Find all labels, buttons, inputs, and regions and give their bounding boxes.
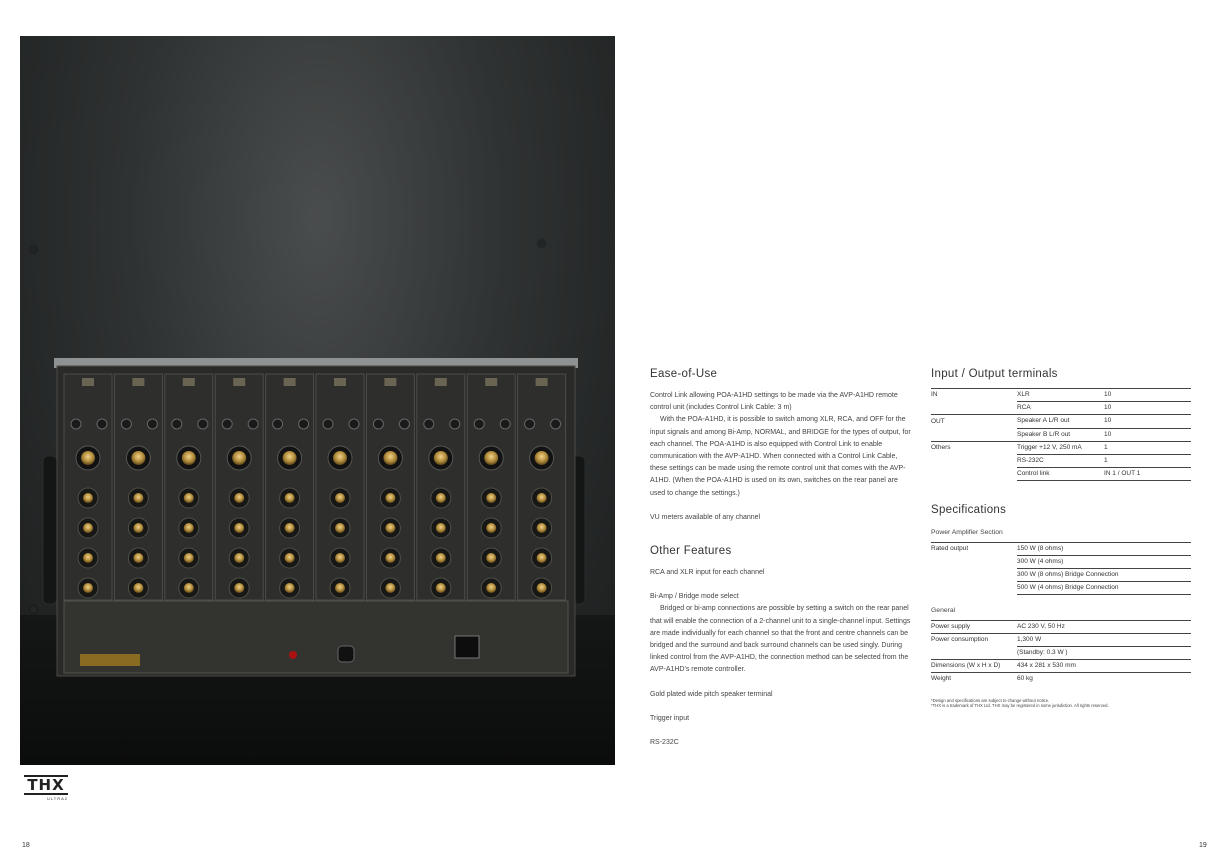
io-terminals-heading: Input / Output terminals <box>931 368 1058 380</box>
specifications-heading: Specifications <box>931 504 1007 517</box>
general-label: Dimensions (W x H x D) <box>931 660 1017 673</box>
io-group <box>931 402 1017 415</box>
general-label: Power supply <box>931 620 1017 633</box>
rated-output-value: 300 W (8 ohms) Bridge Connection <box>1017 569 1191 582</box>
specs-column <box>931 367 1193 709</box>
amp-channel-module <box>266 374 314 600</box>
amp-channel-module <box>114 374 162 600</box>
feature-speaker-terminal: Gold plated wide pitch speaker terminal <box>650 690 773 698</box>
ease-of-use-intro: Control Link allowing POA-A1HD settings to be made via the AVP-A1HD remote control unit (includes Control Link Cable: 3 m) <box>650 392 898 412</box>
feature-rs232c: RS-232C <box>650 739 679 747</box>
vu-meters-text: VU meters available of any channel <box>650 513 761 521</box>
rated-output-value: 500 W (4 ohms) Bridge Connection <box>1017 582 1191 595</box>
io-value: 10 <box>1104 402 1191 415</box>
page-number-right: 19 <box>1199 842 1207 849</box>
power-amp-section-label: Power Amplifier Section <box>931 529 1003 537</box>
page-number-left: 18 <box>22 842 30 849</box>
product-photo <box>20 36 615 765</box>
general-value: 434 x 281 x 530 mm <box>1017 660 1191 673</box>
table-row <box>931 455 1191 468</box>
thx-ultra2-logo <box>24 775 68 801</box>
general-specs-table <box>931 620 1191 686</box>
general-value: 1,300 W <box>1017 633 1191 646</box>
io-value: 10 <box>1104 428 1191 441</box>
rated-output-table <box>931 542 1191 596</box>
amp-channel-module <box>316 374 364 600</box>
footnote-design: *Design and specifications are subject to change without notice. <box>931 697 1050 703</box>
rated-output-value: 300 W (4 ohms) <box>1017 555 1191 568</box>
amp-channel-module <box>215 374 263 600</box>
io-group: IN <box>931 389 1017 402</box>
footnote-thx: *THX is a trademark of THX Ltd. THX may be registered in some jurisdiction. All rights reserved. <box>931 703 1109 709</box>
io-group: Others <box>931 444 951 452</box>
feature-trigger-input: Trigger input <box>650 714 690 722</box>
io-value: 1 <box>1104 441 1191 454</box>
table-row <box>931 441 1191 454</box>
io-value: 1 <box>1104 455 1191 468</box>
table-row <box>931 647 1191 660</box>
general-value: 60 kg <box>1017 675 1033 683</box>
io-item: RS-232C <box>1017 455 1104 468</box>
io-terminals-table <box>931 388 1191 481</box>
feature-biamp-body: Bridged or bi-amp connections are possible by setting a switch on the rear panel that will enable the connection of a 2-channel unit to a single-channel input. Settings are made individually for each channel so that the front and centre channels can be bridged and the surround and back surround channels can be used singly. During linked control from the AVP-A1HD, the connection method can be selected from the AVP-A1HD's remote controller. <box>650 605 911 674</box>
table-row <box>931 582 1191 595</box>
io-item: Speaker A L/R out <box>1017 415 1104 428</box>
io-group: OUT <box>931 417 945 425</box>
io-item: XLR <box>1017 389 1104 402</box>
io-value: 10 <box>1104 415 1191 428</box>
feature-rca-xlr: RCA and XLR input for each channel <box>650 569 765 577</box>
io-group <box>931 455 1017 468</box>
general-value: AC 230 V, 50 Hz <box>1017 620 1191 633</box>
features-column <box>650 367 912 749</box>
table-row <box>931 673 1191 686</box>
table-row <box>931 389 1191 402</box>
amp-channel-module <box>64 374 112 600</box>
rated-output-label: Rated output <box>931 542 1017 555</box>
thx-logo-sub: ULTRA2 <box>46 796 68 801</box>
general-section-label: General <box>931 607 956 615</box>
general-label: Power consumption <box>931 636 989 644</box>
amp-channel-module <box>467 374 515 600</box>
io-item: RCA <box>1017 402 1104 415</box>
amp-channel-module <box>417 374 465 600</box>
table-row <box>931 542 1191 555</box>
ease-of-use-heading: Ease-of-Use <box>650 368 718 380</box>
table-row <box>931 555 1191 568</box>
table-row <box>931 569 1191 582</box>
general-label: Weight <box>931 675 952 683</box>
amplifier-rear-panel <box>20 36 615 765</box>
io-value: 10 <box>1104 389 1191 402</box>
amp-channel-module <box>165 374 213 600</box>
table-row <box>931 660 1191 673</box>
feature-biamp-title: Bi-Amp / Bridge mode select <box>650 593 739 601</box>
general-value: (Standby: 0.3 W ) <box>1017 647 1191 660</box>
io-value: IN 1 / OUT 1 <box>1104 468 1191 481</box>
ease-of-use-body: With the POA-A1HD, it is possible to switch among XLR, RCA, and OFF for the input signals and among Bi-Amp, NORMAL, and BRIDGE for the types of output, for each channel. The POA-A1HD is also equipped with Control Link to enable communication with the AVP-A1HD. When connected with a Control Link Cable, these settings can be made using the remote control unit that comes with the AVP-A1HD. (When the POA-A1HD is used on its own, switches on the rear panel are used to change the settings.) <box>650 416 911 497</box>
table-row <box>931 468 1191 481</box>
other-features-heading: Other Features <box>650 545 732 558</box>
table-row <box>931 633 1191 646</box>
general-label <box>931 647 1017 660</box>
table-row <box>931 620 1191 633</box>
io-group <box>931 428 1017 441</box>
table-row <box>931 415 1191 428</box>
amp-channel-module <box>518 374 566 600</box>
table-row <box>931 402 1191 415</box>
table-row <box>931 428 1191 441</box>
amp-channel-module <box>366 374 414 600</box>
io-item: Control link <box>1017 468 1104 481</box>
thx-logo-mark: THX <box>24 775 68 795</box>
io-item: Trigger +12 V, 250 mA <box>1017 441 1104 454</box>
io-group <box>931 468 1017 481</box>
rated-output-value: 150 W (8 ohms) <box>1017 542 1191 555</box>
io-item: Speaker B L/R out <box>1017 428 1104 441</box>
